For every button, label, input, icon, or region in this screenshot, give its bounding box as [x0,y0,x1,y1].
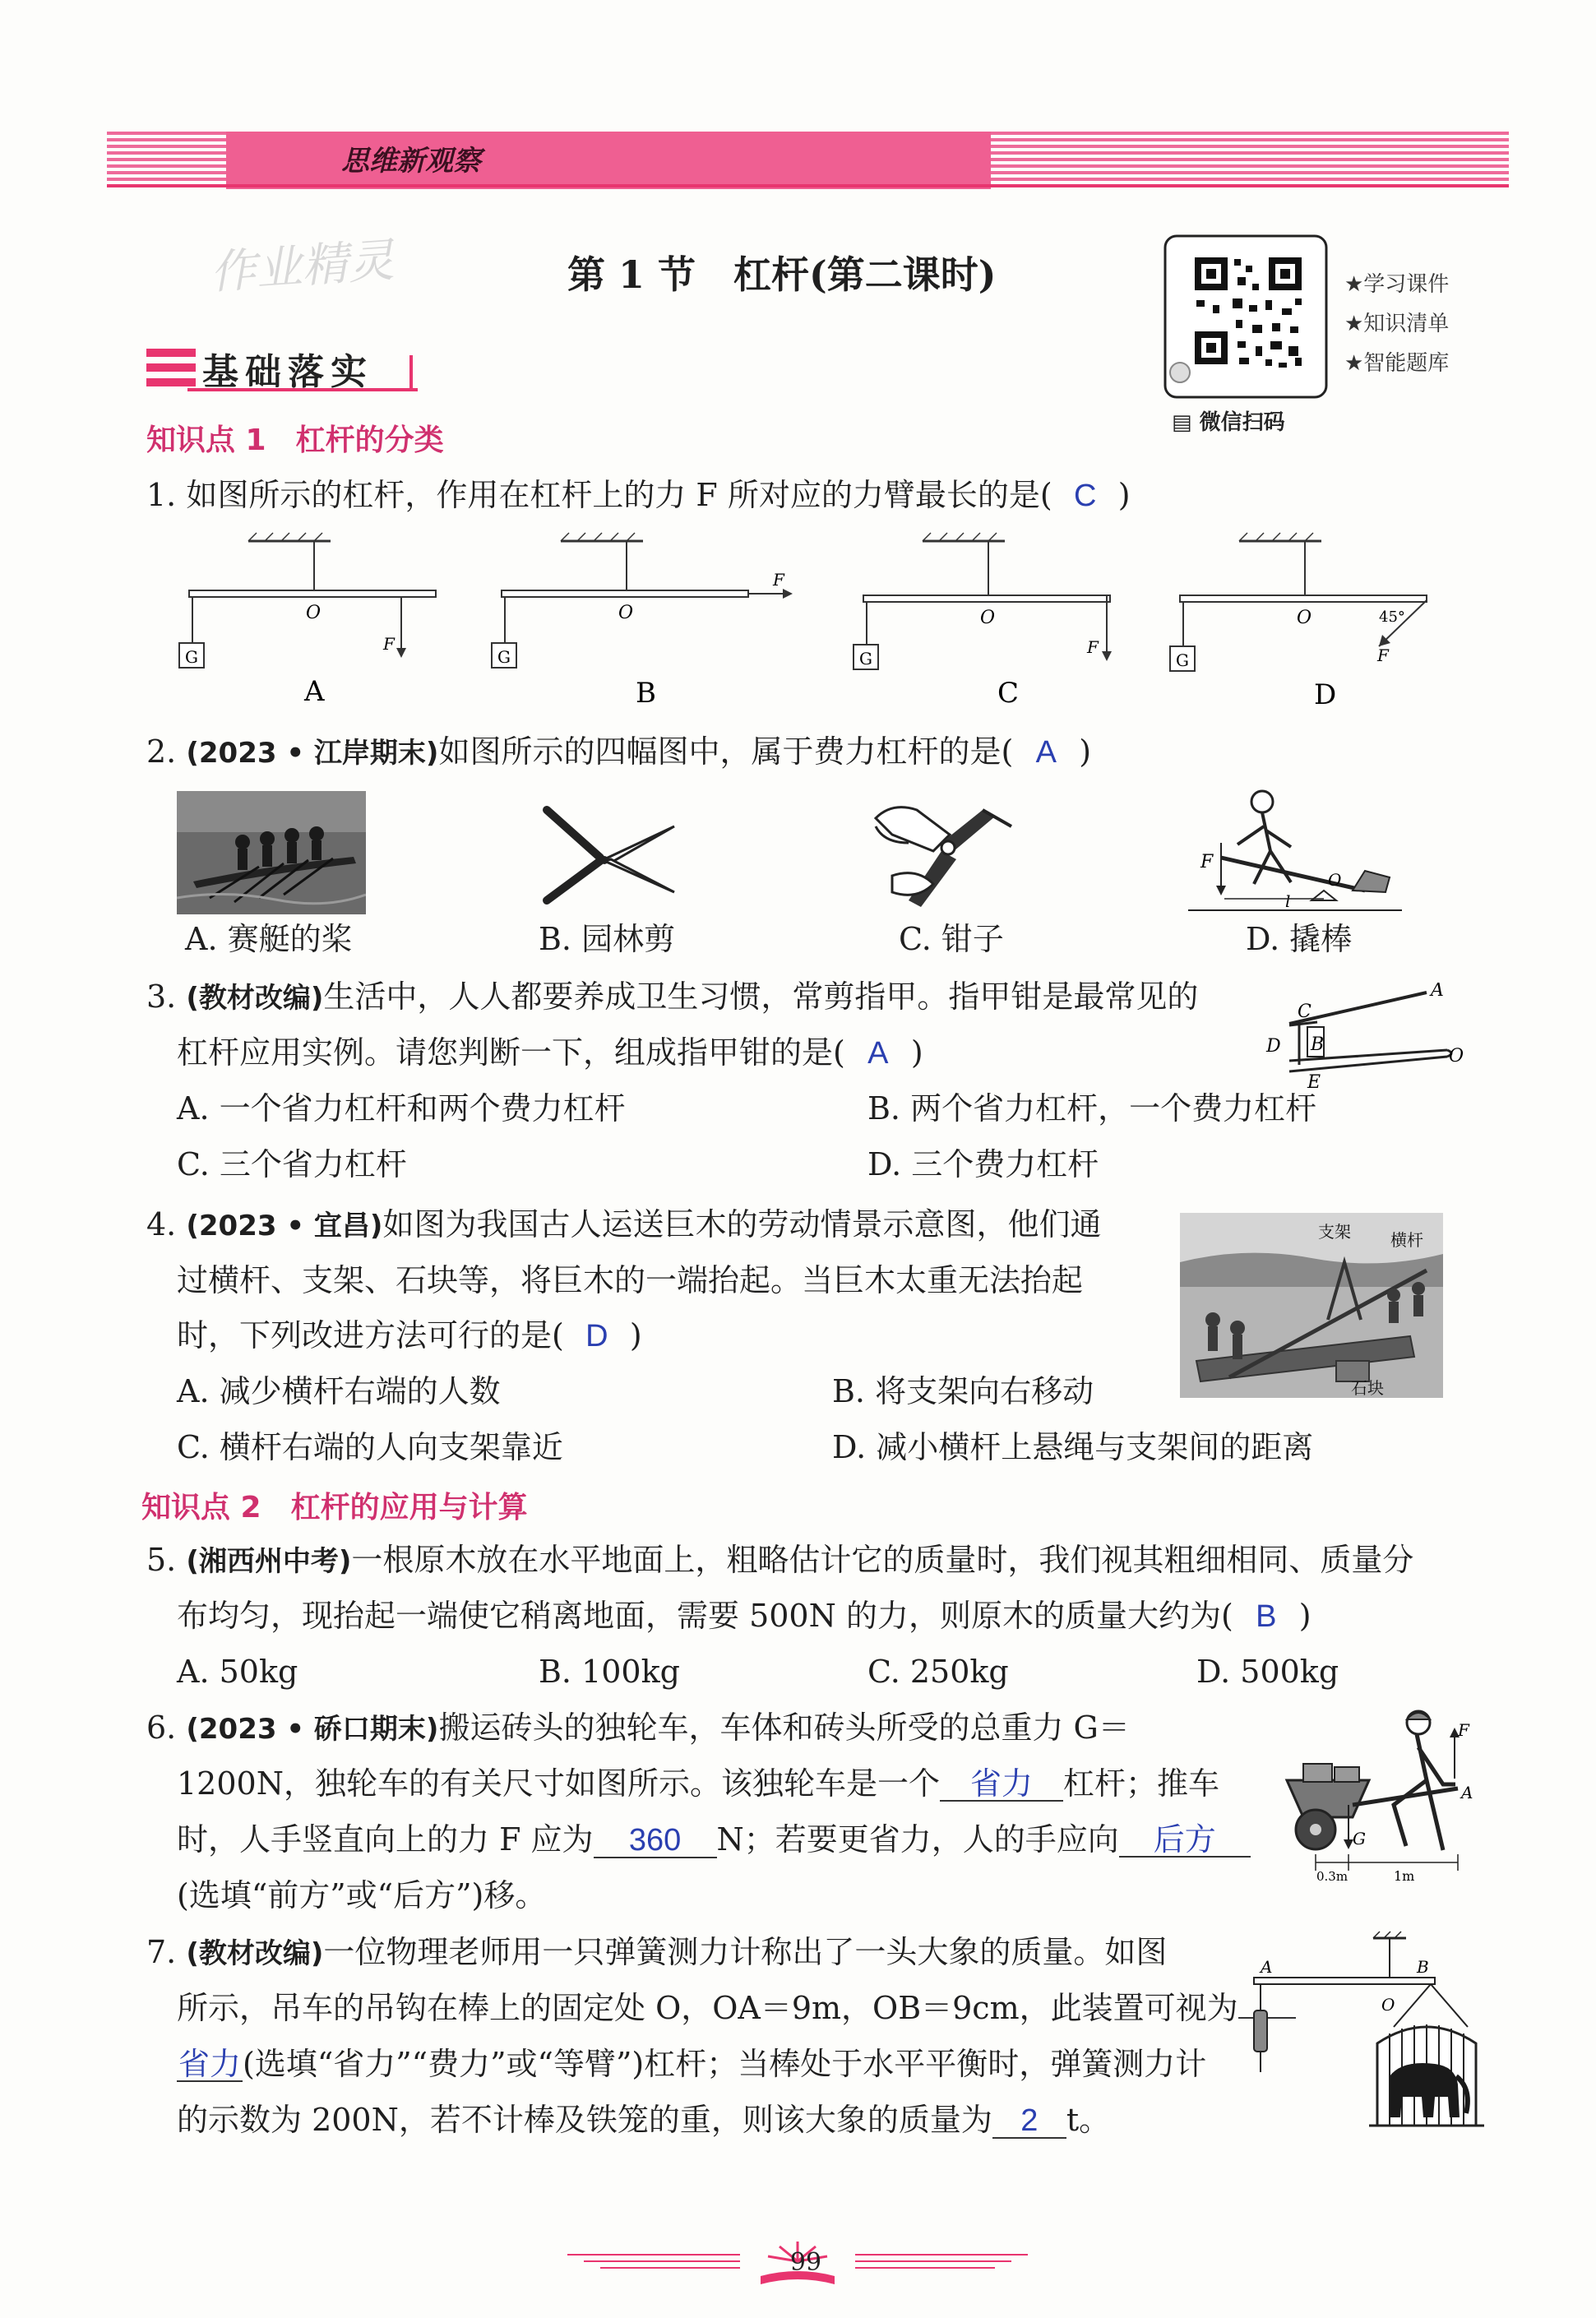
q5-line1: 5. (湘西州中考)一根原木放在水平地面上，粗略估计它的质量时，我们视其粗细相同、质量分 [146,1542,1414,1578]
watermark: 作业精灵 [208,234,396,300]
q4-line2: 过横杆、支架、石块等，将巨木的一端抬起。当巨木太重无法抬起 [177,1262,1084,1298]
q1-a-g: G [185,647,198,667]
q4-fig-support: 支架 [1318,1222,1351,1242]
q4-answer: D [585,1319,608,1353]
q5-option-b: B. 100kg [539,1654,680,1690]
q2-fig-l: l [1285,891,1291,911]
q3-option-c: C. 三个省力杠杆 [177,1146,407,1182]
q7-line4a: 的示数为 200N，若不计棒及铁笼的重，则该大象的质量为 [177,2102,992,2138]
q1-c-f: F [1087,637,1099,657]
q3-figure-nail-clipper [1258,983,1464,1090]
q2-fig-f: F [1200,852,1214,872]
q1-a-o: O [306,603,322,623]
knowledge-point-1: 知识点 1 杠杆的分类 [146,423,444,457]
q6-fig-d1: 0.3m [1316,1869,1349,1884]
q1-label-a: A [304,675,325,708]
q3-line2-text: 杠杆应用实例。请您判断一下，组成指甲钳的是( [177,1034,845,1071]
q2-figure-crowbar [1188,785,1402,917]
q4-option-d: D. 减小横杆上悬绳与支架间的距离 [832,1429,1314,1465]
q5-option-a: A. 50kg [177,1654,298,1690]
q1-b-o: O [618,603,634,623]
header-stripes [107,132,1509,189]
q2-fig-o: O [1328,870,1342,890]
q7-line4 [177,2100,1110,2140]
q1-c-g: G [859,649,872,669]
q1-d-o: O [1297,608,1312,628]
q1-b-g: G [497,647,511,667]
q1-a-f: F [383,634,395,654]
q4-fig-stone: 石块 [1351,1378,1384,1398]
q1-label-b: B [636,677,656,710]
q7-answer-2: 2 [992,2104,1066,2139]
q7-line3 [177,2044,1206,2084]
q7-tag: (教材改编) [186,1937,324,1970]
q4-line3-text: 时，下列改进方法可行的是( [177,1317,564,1353]
q5-answer: B [1256,1599,1277,1634]
q4-close: ) [629,1317,642,1353]
q7-fig-o: O [1381,1995,1395,2015]
q3-option-d: D. 三个费力杠杆 [867,1146,1099,1182]
q2-stem: 如图所示的四幅图中，属于费力杠杆的是( [438,733,1014,770]
q6-fig-a: A [1461,1783,1473,1802]
q4-tag: (2023 • 宜昌) [186,1210,383,1242]
q3-line2 [177,1033,923,1073]
q1-label-d: D [1314,678,1337,711]
q7-figure-elephant [1237,1928,1484,2142]
q4-line3 [177,1316,642,1356]
q7-line4b: t。 [1066,2102,1111,2138]
page-number: 99 [789,2248,822,2277]
q2-figure-pliers [859,793,1015,917]
q6-line2a: 1200N，独轮车的有关尺寸如图所示。该独轮车是一个 [177,1765,940,1802]
knowledge-point-2: 知识点 2 杠杆的应用与计算 [141,1491,528,1525]
qr-service-1: ★学习课件 [1344,272,1450,297]
q7-line2 [177,1988,1296,2028]
q3-option-b: B. 两个省力杠杆，一个费力杠杆 [867,1090,1317,1127]
q3-fig-o: O [1449,1046,1464,1066]
q2-close: ) [1079,733,1092,770]
q6-tag: (2023 • 硚口期末) [186,1713,439,1746]
q6-line2b: 杠杆；推车 [1062,1765,1219,1802]
q3-close: ) [910,1034,923,1071]
q4-line1: 4. (2023 • 宜昌)如图为我国古人运送巨木的劳动情景示意图，他们通 [146,1206,1102,1242]
q3-answer: A [867,1036,889,1071]
q6-answer-2: 360 [594,1824,717,1858]
q1-d-f: F [1377,645,1389,665]
q6-line1-text: 搬运砖头的独轮车，车体和砖头所受的总重力 G＝ [438,1710,1130,1746]
q1-d-g: G [1176,650,1189,670]
q7-answer-1: 省力 [178,2046,241,2082]
q2-stem-line: 2. (2023 • 江岸期末)如图所示的四幅图中，属于费力杠杆的是( A ) [146,732,1091,773]
q1-close: ) [1117,477,1131,513]
q6-line3b: N；若要更省力，人的手应向 [716,1821,1119,1858]
q6-figure-wheelbarrow [1270,1706,1484,1904]
q6-line2 [177,1764,1219,1803]
section-title: 基础落实 [202,351,373,393]
q5-tag: (湘西州中考) [186,1545,352,1578]
q3-fig-e: E [1307,1072,1321,1090]
q1-figures [173,526,1455,715]
q4-option-b: B. 将支架向右移动 [832,1373,1094,1409]
q2-figure-shears [539,802,678,917]
q1-fig-d [1170,533,1427,671]
q7-fig-b: B [1417,1957,1429,1977]
q5-option-d: D. 500kg [1196,1654,1339,1690]
q5-line1-text: 一根原木放在水平地面上，粗略估计它的质量时，我们视其粗细相同、质量分 [351,1542,1414,1578]
q2-tag: (2023 • 江岸期末) [186,737,439,770]
q6-fig-g: G [1353,1829,1366,1848]
q1-label-c: C [997,677,1020,710]
qr-scan-label [1172,405,1285,436]
q2-answer: A [1035,735,1057,770]
header-banner [107,132,1509,189]
book-icon: ▤ [1172,410,1192,435]
q3-tag: (教材改编) [186,982,324,1015]
qr-block [1163,234,1484,436]
page-title: 第 1 节 杠杆(第二课时) [567,252,997,297]
q1-fig-b [492,533,793,668]
q6-answer-3: 后方 [1119,1823,1251,1858]
q1-d-angle: 45° [1379,608,1405,626]
q3-line1-text: 生活中，人人都要养成卫生习惯，常剪指甲。指甲钳是最常见的 [323,979,1199,1015]
q4-option-a: A. 减少横杆右端的人数 [177,1373,501,1409]
q2-option-a: A. 赛艇的桨 [185,921,353,957]
q7-line2-text: 所示，吊车的吊钩在棒上的固定处 O，OA＝9m，OB＝9cm，此装置可视为 [177,1990,1238,2026]
q3-fig-c: C [1298,1002,1311,1022]
qr-service-2: ★知识清单 [1344,312,1450,336]
q1-b-f: F [773,570,784,590]
q6-line1: 6. (2023 • 硚口期末)搬运砖头的独轮车，车体和砖头所受的总重力 G＝ [146,1710,1130,1746]
q6-line3a: 时，人手竖直向上的力 F 应为 [177,1821,594,1858]
q1-answer: C [1073,479,1097,513]
q5-line2 [177,1596,1311,1636]
q7-fig-a: A [1261,1957,1273,1977]
q5-close: ) [1298,1598,1311,1634]
q1-stem: 1. 如图所示的杠杆，作用在杠杆上的力 F 所对应的力臂最长的是( [146,477,1052,513]
q5-line2-text: 布均匀，现抬起一端使它稍离地面，需要 500N 的力，则原木的质量大约为( [177,1598,1233,1634]
qr-service-3: ★智能题库 [1344,351,1450,376]
q3-line1: 3. (教材改编)生活中，人人都要养成卫生习惯，常剪指甲。指甲钳是最常见的 [146,979,1199,1015]
q4-fig-bar: 横杆 [1390,1230,1423,1250]
header-banner-text: 思维新观察 [341,145,481,178]
q6-line4: (选填“前方”或“后方”)移。 [177,1877,547,1913]
q3-fig-b: B [1311,1034,1325,1055]
q6-answer-1: 省力 [940,1767,1063,1802]
q2-option-d: D. 撬棒 [1246,921,1353,957]
q2-option-c: C. 钳子 [899,921,1004,957]
q3-fig-a: A [1431,983,1444,1001]
q7-line3-text: (选填“省力”“费力”或“等臂”)杠杆；当棒处于水平平衡时，弹簧测力计 [243,2046,1207,2082]
q7-line1-text: 一位物理老师用一只弹簧测力计称出了一头大象的质量。如图 [323,1934,1168,1970]
q4-option-c: C. 横杆右端的人向支架靠近 [177,1429,563,1465]
q2-figure-rowing [177,791,366,914]
q1-fig-a [179,533,436,668]
q6-line3 [177,1820,1251,1859]
q6-fig-f: F [1458,1720,1469,1740]
q6-fig-d2: 1m [1394,1868,1415,1884]
q5-option-c: C. 250kg [867,1654,1009,1690]
q3-fig-d: D [1266,1036,1281,1057]
q1-stem-line [146,475,1131,516]
q2-option-b: B. 园林剪 [539,921,676,957]
qr-scan-text: 微信扫码 [1199,410,1285,435]
q7-line1: 7. (教材改编)一位物理老师用一只弹簧测力计称出了一头大象的质量。如图 [146,1934,1168,1970]
q1-c-o: O [980,608,996,628]
q1-fig-c [854,533,1112,669]
q4-line1-text: 如图为我国古人运送巨木的劳动情景示意图，他们通 [382,1206,1102,1242]
qr-code-icon [1163,234,1328,399]
q3-option-a: A. 一个省力杠杆和两个费力杠杆 [177,1090,626,1127]
q4-figure-log [1180,1213,1443,1398]
